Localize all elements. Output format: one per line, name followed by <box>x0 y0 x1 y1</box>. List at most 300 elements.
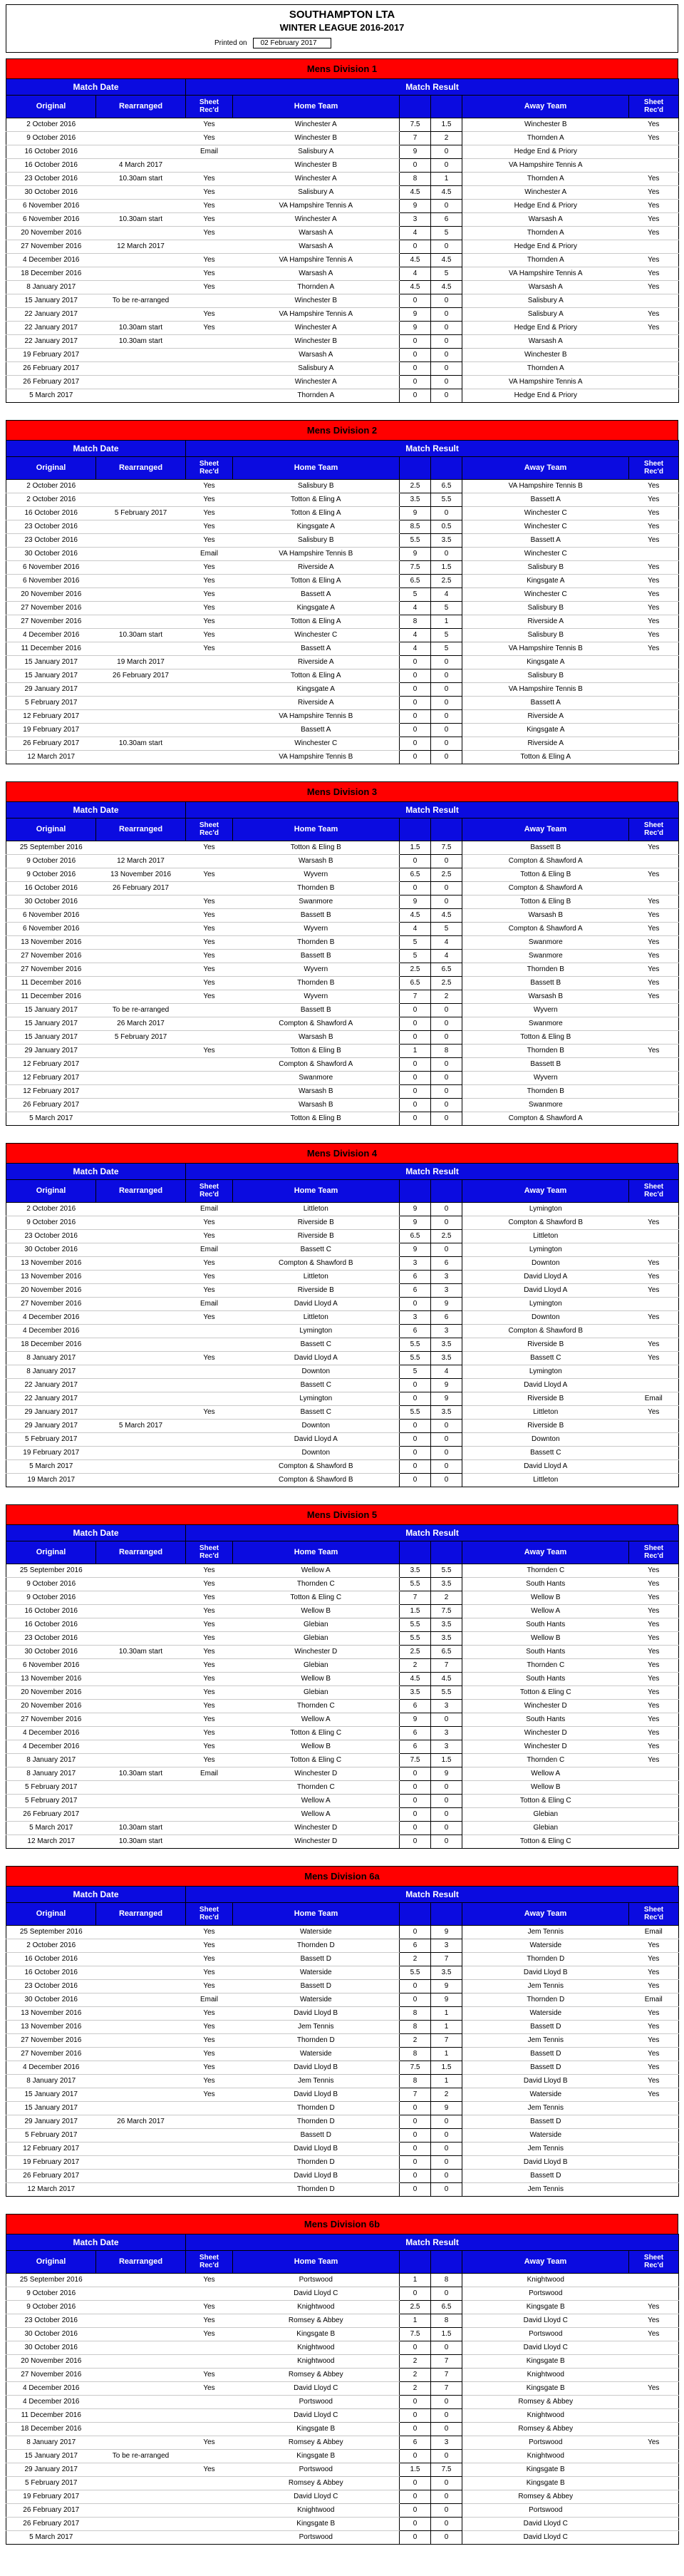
sheet-received-home: Yes <box>186 199 233 212</box>
original-date: 8 January 2017 <box>6 1753 96 1767</box>
original-date: 11 December 2016 <box>6 976 96 990</box>
home-team: Winchester D <box>233 1767 400 1780</box>
results-body <box>6 1564 679 1848</box>
away-team: Jem Tennis <box>462 2101 629 2115</box>
sheet-received-home <box>186 348 233 361</box>
away-score: 0.5 <box>431 520 462 533</box>
rearranged-date <box>96 750 186 764</box>
home-team: Winchester A <box>233 172 400 185</box>
match-row <box>6 2287 679 2300</box>
away-team-column-header: Away Team <box>462 456 629 479</box>
home-team: Downton <box>233 1365 400 1378</box>
home-team: Littleton <box>233 1202 400 1216</box>
results-table <box>6 1163 679 1487</box>
sheet-received-home <box>186 2142 233 2155</box>
sheet-received-home: Yes <box>186 2327 233 2341</box>
home-score: 6 <box>400 2436 431 2449</box>
home-score: 2 <box>400 2033 431 2047</box>
original-date: 13 November 2016 <box>6 2006 96 2020</box>
sheet-received-away <box>629 750 679 764</box>
away-score: 3 <box>431 1699 462 1713</box>
match-row <box>6 506 679 520</box>
sheet-received-away: Yes <box>629 642 679 655</box>
home-score-column-header <box>400 2250 431 2273</box>
home-team: Thornden B <box>233 881 400 895</box>
away-score: 0 <box>431 2517 462 2530</box>
sheet-received-home: Yes <box>186 1310 233 1324</box>
original-date: 5 March 2017 <box>6 389 96 402</box>
match-row <box>6 348 679 361</box>
away-score: 4 <box>431 1365 462 1378</box>
home-team: VA Hampshire Tennis A <box>233 307 400 321</box>
home-team: Salisbury A <box>233 361 400 375</box>
sheet-received-away <box>629 2341 679 2354</box>
away-score: 0 <box>431 1112 462 1125</box>
sheet-received-away: Yes <box>629 922 679 935</box>
original-date: 11 December 2016 <box>6 2408 96 2422</box>
away-score: 1 <box>431 2020 462 2033</box>
match-row <box>6 172 679 185</box>
home-team: Warsash B <box>233 1084 400 1098</box>
match-row <box>6 2169 679 2182</box>
away-score: 0 <box>431 2128 462 2142</box>
sheet-received-away: Yes <box>629 493 679 506</box>
sheet-received-away: Yes <box>629 253 679 267</box>
match-row <box>6 240 679 253</box>
match-row <box>6 2368 679 2381</box>
header-columns-row <box>6 456 679 479</box>
header-group-row <box>6 440 679 456</box>
away-score: 0 <box>431 1084 462 1098</box>
sheet-received-away: Yes <box>629 949 679 963</box>
away-team: Kingsgate A <box>462 655 629 669</box>
rearranged-date <box>96 2088 186 2101</box>
sheet-received-away: Yes <box>629 479 679 493</box>
rearranged-date <box>96 1618 186 1631</box>
home-team: Totton & Eling B <box>233 841 400 854</box>
sheet-received-home <box>186 655 233 669</box>
sheet-recd-away-column-header: Sheet Rec'd <box>629 1541 679 1564</box>
sheet-received-home: Yes <box>186 1044 233 1057</box>
home-team: Salisbury A <box>233 145 400 158</box>
sheet-received-home: Yes <box>186 1726 233 1740</box>
home-team: Riverside A <box>233 560 400 574</box>
away-team: David Lloyd A <box>462 1459 629 1473</box>
away-score-column-header <box>431 95 462 118</box>
home-team: Knightwood <box>233 2354 400 2368</box>
sheet-received-away: Yes <box>629 976 679 990</box>
original-date: 9 October 2016 <box>6 2287 96 2300</box>
home-team: David Lloyd B <box>233 2142 400 2155</box>
match-row <box>6 1604 679 1618</box>
sheet-received-away <box>629 1003 679 1017</box>
match-row <box>6 854 679 868</box>
away-score: 0 <box>431 1243 462 1256</box>
match-row <box>6 2341 679 2354</box>
rearranged-date: 10.30am start <box>96 334 186 348</box>
away-team: David Lloyd B <box>462 2155 629 2169</box>
original-column-header: Original <box>6 1902 96 1925</box>
away-team: Portswood <box>462 2503 629 2517</box>
home-team: VA Hampshire Tennis A <box>233 253 400 267</box>
match-date-header: Match Date <box>6 78 186 95</box>
sheet-recd-away-column-header: Sheet Rec'd <box>629 456 679 479</box>
sheet-received-home <box>186 240 233 253</box>
match-row <box>6 1459 679 1473</box>
home-score: 8.5 <box>400 520 431 533</box>
original-date: 25 September 2016 <box>6 2273 96 2287</box>
match-row <box>6 1432 679 1446</box>
sheet-received-home <box>186 1419 233 1432</box>
sheet-received-home <box>186 2169 233 2182</box>
sheet-received-home <box>186 2128 233 2142</box>
away-team: Lymington <box>462 1202 629 1216</box>
away-team: David Lloyd B <box>462 1966 629 1979</box>
rearranged-date <box>96 1392 186 1405</box>
away-score: 1 <box>431 172 462 185</box>
home-score: 2 <box>400 2381 431 2395</box>
rearranged-date <box>96 131 186 145</box>
rearranged-date <box>96 2463 186 2476</box>
away-score: 7 <box>431 2354 462 2368</box>
match-row <box>6 574 679 587</box>
rearranged-date <box>96 1577 186 1591</box>
away-score: 0 <box>431 709 462 723</box>
home-team: Thornden B <box>233 935 400 949</box>
rearranged-date: 4 March 2017 <box>96 158 186 172</box>
home-score: 6.5 <box>400 1229 431 1243</box>
away-team-column-header: Away Team <box>462 1902 629 1925</box>
sheet-received-away: Yes <box>629 1631 679 1645</box>
rearranged-date <box>96 2142 186 2155</box>
away-score: 2.5 <box>431 574 462 587</box>
match-row <box>6 1270 679 1283</box>
away-score: 9 <box>431 1993 462 2006</box>
home-team: Waterside <box>233 1966 400 1979</box>
home-score: 5.5 <box>400 1631 431 1645</box>
home-team: Totton & Eling A <box>233 506 400 520</box>
home-score: 9 <box>400 1243 431 1256</box>
sheet-received-away <box>629 881 679 895</box>
home-score: 3 <box>400 1256 431 1270</box>
sheet-received-home: Yes <box>186 587 233 601</box>
away-score: 0 <box>431 2182 462 2196</box>
original-date: 4 December 2016 <box>6 628 96 642</box>
away-team: Kingsgate B <box>462 2476 629 2490</box>
away-team: Jem Tennis <box>462 1925 629 1939</box>
home-score: 2 <box>400 2368 431 2381</box>
sheet-received-away: Yes <box>629 1044 679 1057</box>
match-row <box>6 976 679 990</box>
away-team-column-header: Away Team <box>462 818 629 841</box>
home-team: Riverside B <box>233 1229 400 1243</box>
away-score: 5 <box>431 628 462 642</box>
rearranged-date <box>96 682 186 696</box>
sheet-received-home: Yes <box>186 560 233 574</box>
away-score-column-header <box>431 456 462 479</box>
sheet-received-away: Yes <box>629 2047 679 2061</box>
original-date: 4 December 2016 <box>6 1740 96 1753</box>
away-score: 8 <box>431 2273 462 2287</box>
match-date-header: Match Date <box>6 440 186 456</box>
home-score: 0 <box>400 2449 431 2463</box>
rearranged-date <box>96 2273 186 2287</box>
original-date: 20 November 2016 <box>6 2354 96 2368</box>
home-score: 6 <box>400 1939 431 1952</box>
sheet-received-away <box>629 2128 679 2142</box>
rearranged-date <box>96 348 186 361</box>
away-score: 7.5 <box>431 841 462 854</box>
away-team: David Lloyd C <box>462 2341 629 2354</box>
original-column-header: Original <box>6 1541 96 1564</box>
original-date: 13 November 2016 <box>6 1672 96 1685</box>
rearranged-date: 10.30am start <box>96 321 186 334</box>
home-score: 0 <box>400 750 431 764</box>
header-group-row <box>6 1886 679 1902</box>
home-score: 9 <box>400 1216 431 1229</box>
home-team: Compton & Shawford B <box>233 1473 400 1487</box>
rearranged-date: 10.30am start <box>96 1645 186 1658</box>
home-team: Bassett A <box>233 723 400 737</box>
match-result-header: Match Result <box>186 78 679 95</box>
sheet-received-away: Yes <box>629 601 679 615</box>
match-row <box>6 2033 679 2047</box>
away-team: Warsash B <box>462 990 629 1003</box>
rearranged-date <box>96 185 186 199</box>
sheet-received-away <box>629 709 679 723</box>
original-date: 23 October 2016 <box>6 1631 96 1645</box>
match-row <box>6 2142 679 2155</box>
home-team-column-header: Home Team <box>233 1541 400 1564</box>
home-score: 6.5 <box>400 868 431 881</box>
match-row <box>6 990 679 1003</box>
original-date: 23 October 2016 <box>6 520 96 533</box>
match-row <box>6 723 679 737</box>
match-row <box>6 334 679 348</box>
sheet-received-away <box>629 2517 679 2530</box>
sheet-received-home: Yes <box>186 520 233 533</box>
away-score: 3 <box>431 1324 462 1338</box>
home-team: Totton & Eling A <box>233 615 400 628</box>
home-team: Thornden A <box>233 389 400 402</box>
results-body <box>6 1925 679 2196</box>
original-date: 27 November 2016 <box>6 615 96 628</box>
away-score: 0 <box>431 240 462 253</box>
home-score: 9 <box>400 547 431 560</box>
sheet-received-home: Yes <box>186 868 233 881</box>
sheet-received-away: Yes <box>629 1645 679 1658</box>
original-date: 27 November 2016 <box>6 240 96 253</box>
rearranged-date: 10.30am start <box>96 1767 186 1780</box>
home-team: David Lloyd B <box>233 2006 400 2020</box>
sheet-received-home: Yes <box>186 253 233 267</box>
home-team: Thornden A <box>233 280 400 294</box>
away-score: 0 <box>431 1446 462 1459</box>
original-date: 23 October 2016 <box>6 533 96 547</box>
home-team: Glebian <box>233 1685 400 1699</box>
original-date: 20 November 2016 <box>6 226 96 240</box>
away-team: Thornden A <box>462 131 629 145</box>
away-team: Riverside A <box>462 737 629 750</box>
rearranged-date <box>96 2074 186 2088</box>
away-score: 7 <box>431 1952 462 1966</box>
match-row <box>6 1834 679 1848</box>
away-score: 0 <box>431 1780 462 1794</box>
sheet-received-home <box>186 1780 233 1794</box>
home-team: Totton & Eling C <box>233 1753 400 1767</box>
sheet-received-away: Yes <box>629 226 679 240</box>
sheet-received-home <box>186 2115 233 2128</box>
home-score: 7.5 <box>400 118 431 131</box>
sheet-received-away: Yes <box>629 2074 679 2088</box>
sheet-received-home: Yes <box>186 1966 233 1979</box>
away-score: 0 <box>431 375 462 389</box>
away-score: 3 <box>431 1740 462 1753</box>
home-score: 1.5 <box>400 1604 431 1618</box>
match-row <box>6 1685 679 1699</box>
sheet-received-away: Yes <box>629 199 679 212</box>
away-team: Totton & Eling C <box>462 1685 629 1699</box>
home-score: 5.5 <box>400 533 431 547</box>
home-team: Knightwood <box>233 2300 400 2314</box>
sheet-received-home <box>186 1794 233 1807</box>
away-score: 9 <box>431 1297 462 1310</box>
original-date: 26 February 2017 <box>6 375 96 389</box>
results-body <box>6 118 679 402</box>
sheet-received-home: Yes <box>186 1658 233 1672</box>
home-score: 0 <box>400 375 431 389</box>
match-row <box>6 1794 679 1807</box>
away-team: South Hants <box>462 1672 629 1685</box>
rearranged-date <box>96 1952 186 1966</box>
match-row <box>6 2463 679 2476</box>
printed-on-label: Printed on <box>214 39 247 47</box>
match-row <box>6 2503 679 2517</box>
sheet-received-home <box>186 1338 233 1351</box>
match-row <box>6 199 679 212</box>
away-team: Kingsgate A <box>462 574 629 587</box>
original-date: 5 March 2017 <box>6 2530 96 2544</box>
original-date: 12 February 2017 <box>6 2142 96 2155</box>
sheet-received-home: Email <box>186 1297 233 1310</box>
away-score: 3 <box>431 1283 462 1297</box>
original-date: 11 December 2016 <box>6 990 96 1003</box>
rearranged-date <box>96 2033 186 2047</box>
sheet-received-away: Yes <box>629 908 679 922</box>
away-score-column-header <box>431 1902 462 1925</box>
sheet-received-home: Email <box>186 1993 233 2006</box>
sheet-received-away: Yes <box>629 1618 679 1631</box>
away-team: Waterside <box>462 1939 629 1952</box>
away-score: 5.5 <box>431 1685 462 1699</box>
sheet-received-away <box>629 145 679 158</box>
sheet-received-home <box>186 1821 233 1834</box>
home-score: 0 <box>400 1473 431 1487</box>
home-score: 0 <box>400 240 431 253</box>
away-score: 1 <box>431 2047 462 2061</box>
match-row <box>6 361 679 375</box>
home-score: 1 <box>400 2314 431 2327</box>
home-score: 0 <box>400 2182 431 2196</box>
away-score: 5 <box>431 226 462 240</box>
home-team: Compton & Shawford A <box>233 1017 400 1030</box>
sheet-received-home: Email <box>186 1243 233 1256</box>
sheet-received-away: Yes <box>629 1979 679 1993</box>
away-team: Wyvern <box>462 1071 629 1084</box>
sheet-received-home <box>186 2408 233 2422</box>
away-score: 0 <box>431 1459 462 1473</box>
sheet-received-away: Yes <box>629 2020 679 2033</box>
original-date: 4 December 2016 <box>6 2395 96 2408</box>
sheet-received-home <box>186 881 233 895</box>
away-score: 4.5 <box>431 253 462 267</box>
rearranged-date <box>96 1753 186 1767</box>
division-title: Mens Division 3 <box>6 781 678 801</box>
home-score: 9 <box>400 506 431 520</box>
sheet-received-home: Yes <box>186 1283 233 1297</box>
home-team: VA Hampshire Tennis B <box>233 709 400 723</box>
results-table <box>6 1524 679 1849</box>
original-date: 15 January 2017 <box>6 294 96 307</box>
match-row <box>6 1310 679 1324</box>
original-date: 9 October 2016 <box>6 1577 96 1591</box>
original-column-header: Original <box>6 95 96 118</box>
sheet-received-home: Yes <box>186 2368 233 2381</box>
original-date: 23 October 2016 <box>6 1229 96 1243</box>
home-team: Littleton <box>233 1270 400 1283</box>
rearranged-date <box>96 307 186 321</box>
rearranged-date <box>96 963 186 976</box>
sheet-received-home: Yes <box>186 1979 233 1993</box>
away-team: Waterside <box>462 2088 629 2101</box>
away-score-column-header <box>431 818 462 841</box>
original-date: 19 February 2017 <box>6 2155 96 2169</box>
away-team: Totton & Eling A <box>462 750 629 764</box>
original-date: 9 October 2016 <box>6 868 96 881</box>
sheet-received-away: Yes <box>629 118 679 131</box>
home-team: David Lloyd A <box>233 1297 400 1310</box>
division-section <box>6 420 678 764</box>
sheet-received-home <box>186 2490 233 2503</box>
home-score: 2 <box>400 2354 431 2368</box>
away-team: Portswood <box>462 2436 629 2449</box>
away-team: Winchester C <box>462 587 629 601</box>
home-team: Bassett C <box>233 1378 400 1392</box>
sheet-received-home <box>186 854 233 868</box>
away-team: David Lloyd C <box>462 2314 629 2327</box>
away-team: Salisbury A <box>462 294 629 307</box>
original-date: 16 October 2016 <box>6 1618 96 1631</box>
header-columns-row <box>6 1902 679 1925</box>
home-score: 8 <box>400 172 431 185</box>
away-team-column-header: Away Team <box>462 1541 629 1564</box>
home-team: Jem Tennis <box>233 2074 400 2088</box>
original-date: 27 November 2016 <box>6 949 96 963</box>
original-column-header: Original <box>6 818 96 841</box>
sheet-received-home <box>186 2182 233 2196</box>
away-team: Kingsgate A <box>462 723 629 737</box>
match-row <box>6 226 679 240</box>
original-date: 29 January 2017 <box>6 1044 96 1057</box>
home-team: Romsey & Abbey <box>233 2368 400 2381</box>
away-team: Kingsgate B <box>462 2300 629 2314</box>
original-date: 20 November 2016 <box>6 1699 96 1713</box>
sheet-received-away <box>629 1378 679 1392</box>
sheet-received-away: Yes <box>629 1939 679 1952</box>
rearranged-date <box>96 1740 186 1753</box>
away-team: Thornden C <box>462 1753 629 1767</box>
home-team: Warsash B <box>233 854 400 868</box>
